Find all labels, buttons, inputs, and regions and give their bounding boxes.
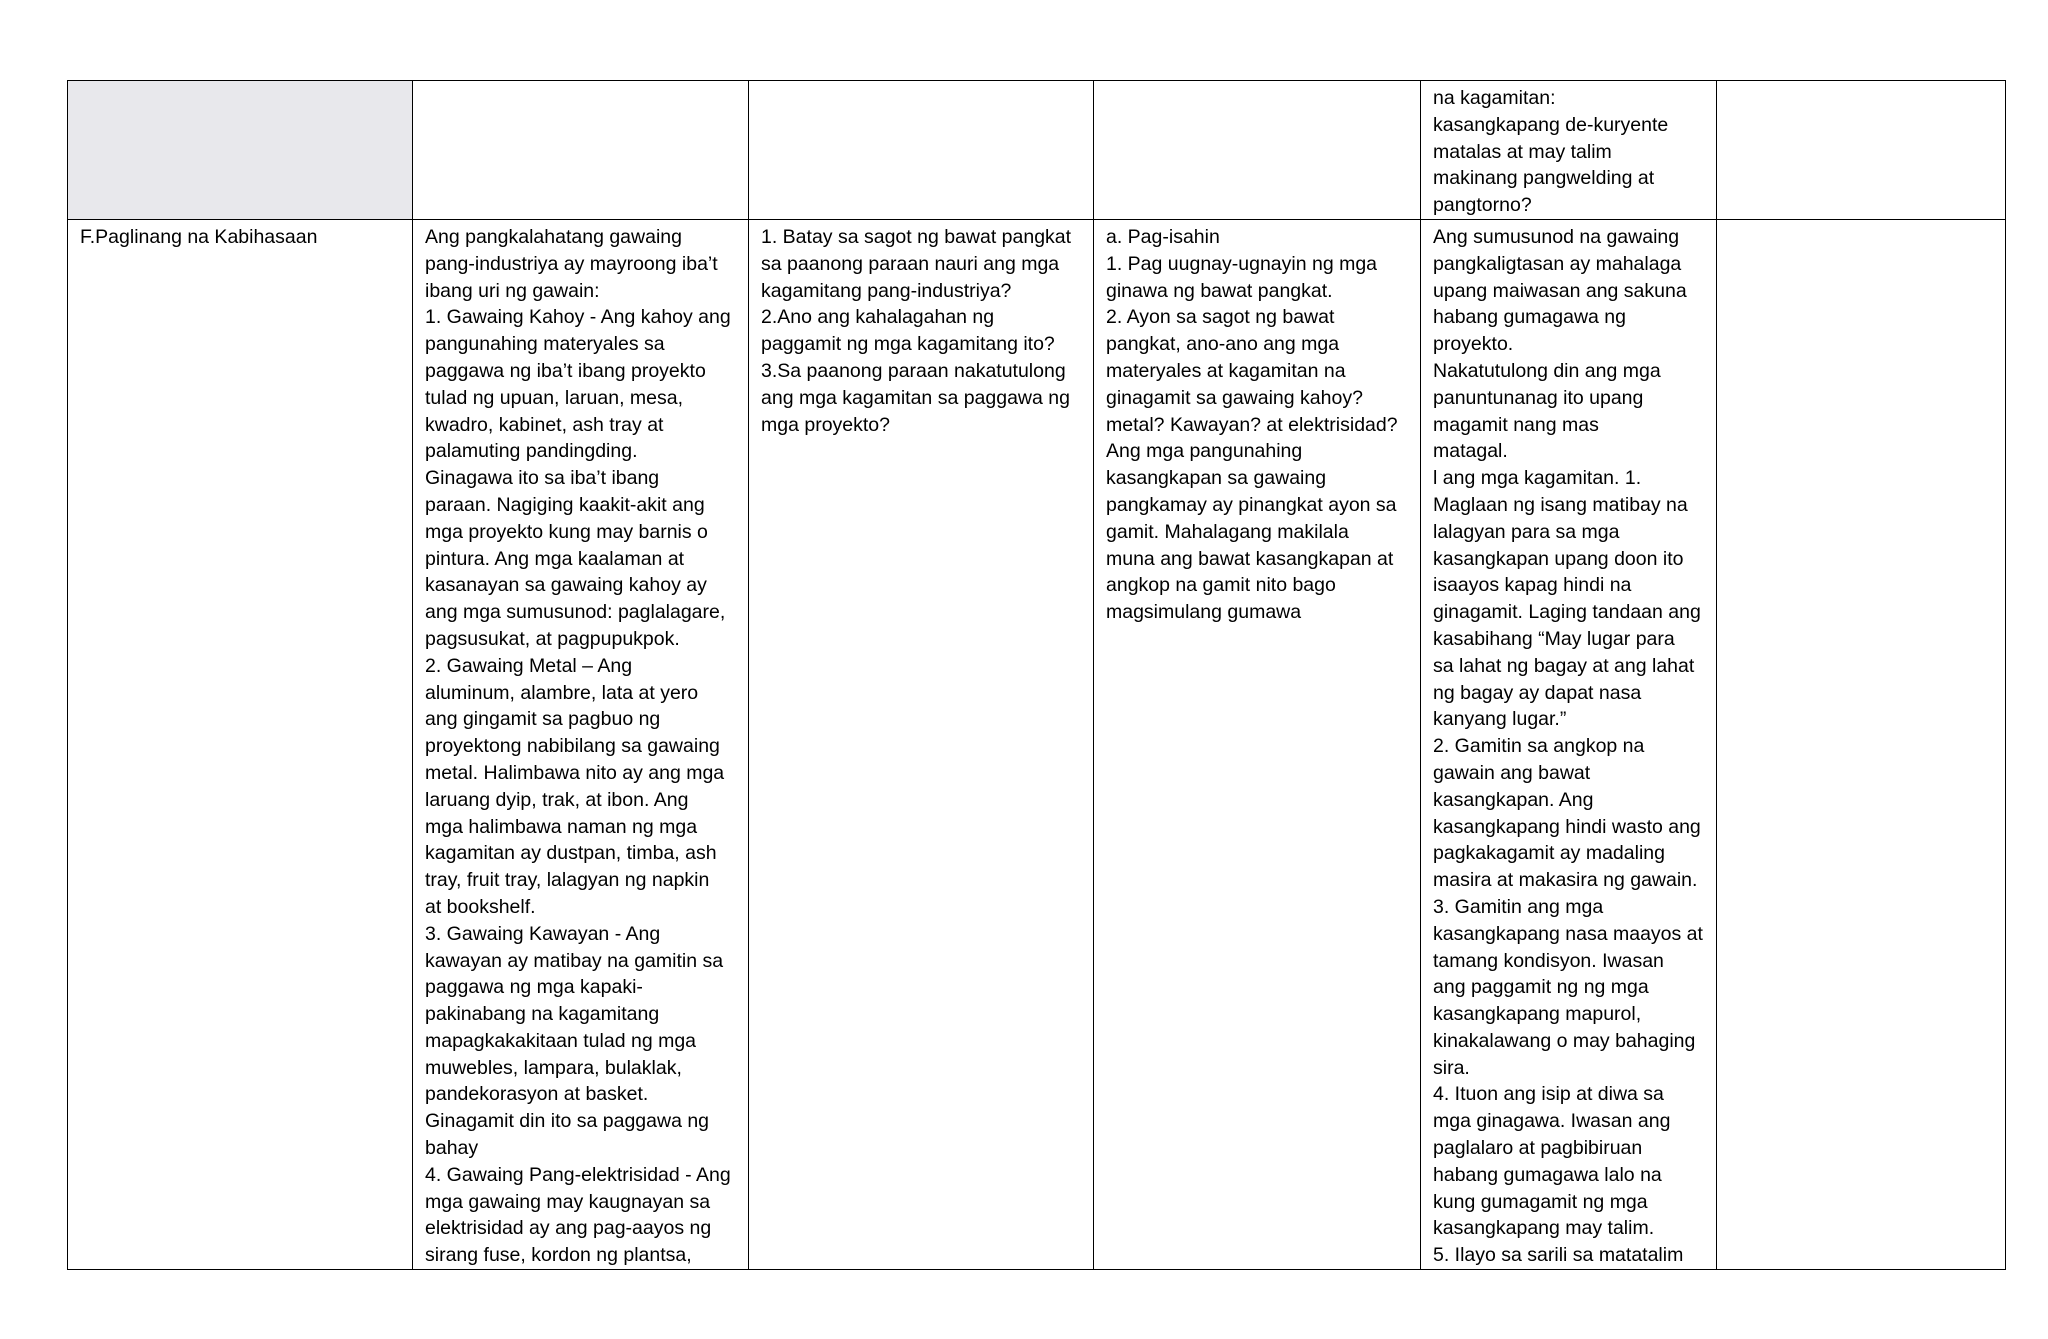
text-line: kasangkapan upang doon ito [1433,547,1684,570]
text-line: sa lahat ng bagay at ang lahat [1433,654,1695,677]
text-line: panuntunanag ito upang [1433,386,1644,409]
text-line: 1. Pag uugnay-ugnayin ng mga [1106,252,1378,275]
text-line: Ang pangkalahatang gawaing [425,225,682,248]
text-line: paggamit ng mga kagamitang ito? [761,333,1055,356]
text-line: 3. Gamitin ang mga [1433,895,1604,918]
text-line: pagsusukat, at pagpupukpok. [425,627,680,650]
text-line: pakinabang na kagamitang [425,1003,660,1026]
row-label-cell [68,219,413,1269]
text-line: 3. Gawaing Kawayan - Ang [425,922,661,945]
row-label-cell [68,81,413,220]
text-line: 4. Ituon ang isip at diwa sa [1433,1083,1664,1106]
text-line: magsimulang gumawa [1106,601,1302,624]
text-line: materyales at kagamitan na [1106,359,1346,382]
text-line: pandekorasyon at basket. [425,1083,649,1106]
text-line: a. Pag-isahin [1106,225,1220,248]
text-line: masira at makasira ng gawain. [1433,869,1698,892]
text-line: kawayan ay matibay na gamitin sa [425,949,724,972]
text-line: 4. Gawaing Pang-elektrisidad - Ang [425,1163,731,1186]
text-line: paraan. Nagiging kaakit-akit ang [425,493,705,516]
text-line: 2. Ayon sa sagot ng bawat [1106,306,1335,329]
text-line: muwebles, lampara, bulaklak, [425,1056,682,1079]
text-line: kasangkapan sa gawaing [1106,467,1327,490]
text-line: metal? Kawayan? at elektrisidad? [1106,413,1398,436]
cell-text [761,224,1081,438]
text-line: matalas at may talim [1433,140,1612,163]
text-line: ginagamit. Laging tandaan ang [1433,601,1701,624]
text-line: kanyang lugar.” [1433,708,1567,731]
cell-text [1433,224,1704,1269]
text-line: kasangkapan. Ang [1433,788,1594,811]
row-label: F.Paglinang na Kabihasaan [80,225,318,248]
text-line: laruang dyip, trak, at ibon. Ang [425,788,689,811]
text-line: muna ang bawat kasangkapan at [1106,547,1394,570]
text-line: pintura. Ang mga kaalaman at [425,547,685,570]
text-line: 1. Batay sa sagot ng bawat pangkat [761,225,1072,248]
table-cell [413,219,749,1269]
text-line: pangkamay ay pinangkat ayon sa [1106,493,1397,516]
text-line: 2.Ano ang kahalagahan ng [761,306,995,329]
text-line: kagamitang pang-industriya? [761,279,1012,302]
table-cell [1094,81,1421,220]
text-line: kasangkapang mapurol, [1433,1003,1642,1026]
text-line: proyekto. [1433,333,1514,356]
text-line: matagal. [1433,440,1508,463]
text-line: Ang sumusunod na gawaing [1433,225,1680,248]
text-line: Nakatutulong din ang mga [1433,359,1661,382]
text-line: kasangkapang may talim. [1433,1217,1655,1240]
table-row [68,219,2006,1269]
text-line: magamit nang mas [1433,413,1599,436]
cell-text [1433,85,1704,219]
text-line: gamit. Mahalagang makilala [1106,520,1349,543]
text-line: ang mga kagamitan sa paggawa ng [761,386,1070,409]
text-line: mga gawaing may kaugnayan sa [425,1190,711,1213]
text-line: lalagyan para sa mga [1433,520,1620,543]
cell-text [1106,224,1408,626]
text-line: paglalaro at pagbibiruan [1433,1137,1643,1160]
text-line: bahay [425,1137,479,1160]
text-line: pang-industriya ay mayroong iba’t [425,252,718,275]
text-line: l ang mga kagamitan. 1. [1433,467,1642,490]
text-line: ginawa ng bawat pangkat. [1106,279,1333,302]
text-line: na kagamitan: [1433,87,1556,109]
text-line: mga ginagawa. Iwasan ang [1433,1110,1671,1133]
table-cell [749,219,1094,1269]
text-line: aluminum, alambre, lata at yero [425,681,699,704]
table-cell [1717,81,2006,220]
text-line: makinang pangwelding at [1433,167,1655,190]
text-line: pangkaligtasan ay mahalaga [1433,252,1682,275]
text-line: tamang kondisyon. Iwasan [1433,949,1664,972]
table-cell [1421,81,1717,220]
table-row [68,81,2006,220]
text-line: kinakalawang o may bahaging [1433,1029,1696,1052]
text-line: kwadro, kabinet, ash tray at [425,413,664,436]
text-line: metal. Halimbawa nito ay ang mga [425,761,725,784]
text-line: elektrisidad ay ang pag-aayos ng [425,1217,712,1240]
text-line: ang gingamit sa pagbuo ng [425,708,661,731]
text-line: ibang uri ng gawain: [425,279,600,302]
text-line: Ang mga pangunahing [1106,440,1303,463]
text-line: pangtorno? [1433,194,1532,217]
text-line: angkop na gamit nito bago [1106,574,1336,597]
cell-text [425,224,736,1269]
lesson-plan-table [67,80,2006,1270]
table-cell [1717,219,2006,1269]
text-line: sirang fuse, kordon ng plantsa, [425,1244,692,1267]
text-line: ang paggamit ng ng mga [1433,976,1649,999]
text-line: Ginagawa ito sa iba’t ibang [425,467,660,490]
text-line: tulad ng upuan, laruan, mesa, [425,386,684,409]
table-cell [749,81,1094,220]
text-line: paggawa ng iba’t ibang proyekto [425,359,706,382]
text-line: kasangkapang nasa maayos at [1433,922,1703,945]
text-line: kagamitan ay dustpan, timba, ash [425,842,717,865]
text-line: 2. Gawaing Metal – Ang [425,654,633,677]
text-line: ng bagay ay dapat nasa [1433,681,1642,704]
text-line: pangkat, ano-ano ang mga [1106,333,1340,356]
text-line: Ginagamit din ito sa paggawa ng [425,1110,710,1133]
table-cell [1094,219,1421,1269]
text-line: tray, fruit tray, lalagyan ng napkin [425,869,710,892]
text-line: at bookshelf. [425,895,536,918]
text-line: kasabihang “May lugar para [1433,627,1675,650]
text-line: mapagkakakitaan tulad ng mga [425,1029,697,1052]
text-line: kasanayan sa gawaing kahoy ay [425,574,707,597]
text-line: habang gumagawa ng [1433,306,1626,329]
text-line: 3.Sa paanong paraan nakatutulong [761,359,1066,382]
text-line: paggawa ng mga kapaki- [425,976,643,999]
text-line: ginagamit sa gawaing kahoy? [1106,386,1363,409]
text-line: kasangkapang hindi wasto ang [1433,815,1701,838]
text-line: 2. Gamitin sa angkop na [1433,735,1645,758]
text-line: kung gumagamit ng mga [1433,1190,1648,1213]
text-line: 5. Ilayo sa sarili sa matatalim [1433,1244,1684,1267]
text-line: Maglaan ng isang matibay na [1433,493,1688,516]
text-line: upang maiwasan ang sakuna [1433,279,1687,302]
text-line: 1. Gawaing Kahoy - Ang kahoy ang [425,306,731,329]
text-line: sira. [1433,1056,1470,1079]
text-line: kasangkapang de-kuryente [1433,113,1669,136]
text-line: habang gumagawa lalo na [1433,1163,1662,1186]
text-line: pangunahing materyales sa [425,333,665,356]
text-line: gawain ang bawat [1433,761,1591,784]
table-cell [1421,219,1717,1269]
text-line: mga proyekto kung may barnis o [425,520,708,543]
text-line: sa paanong paraan nauri ang mga [761,252,1060,275]
text-line: mga proyekto? [761,413,890,436]
text-line: proyektong nabibilang sa gawaing [425,735,720,758]
table-cell [413,81,749,220]
text-line: ang mga sumusunod: paglalagare, [425,601,726,624]
text-line: isaayos kapag hindi na [1433,574,1632,597]
text-line: pagkakagamit ay madaling [1433,842,1665,865]
text-line: palamuting pandingding. [425,440,638,463]
text-line: mga halimbawa naman ng mga [425,815,698,838]
